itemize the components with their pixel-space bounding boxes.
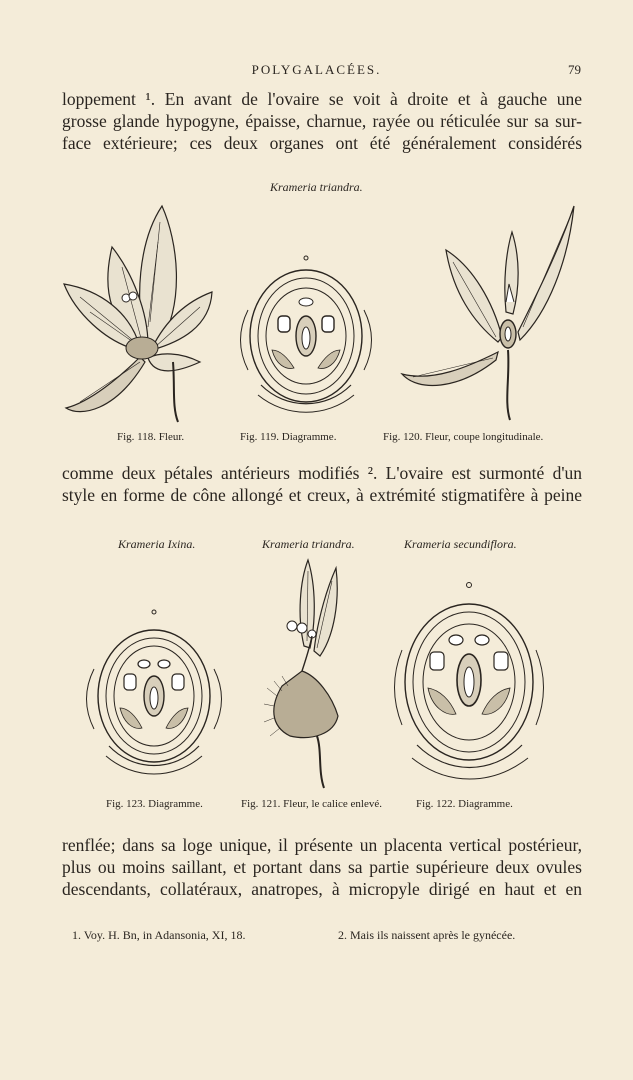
page-header (0, 62, 633, 82)
figure-118-flower (60, 202, 220, 424)
text-line: grosse glande hypogyne, épaisse, charnue, rayée ou réticulée sur sa sur- (62, 111, 582, 131)
page-number: 79 (568, 62, 581, 77)
footnotes (62, 928, 582, 948)
caption-fig-121: Fig. 121. Fleur, le calice enlevé. (241, 798, 382, 810)
species-label-mid: Krameria triandra. (262, 537, 355, 551)
caption-fig-120: Fig. 120. Fleur, coupe longitudinale. (383, 431, 544, 443)
paragraph-3 (62, 834, 582, 900)
figure-119-diagram (236, 250, 376, 422)
figure-121-flower (262, 556, 352, 790)
text-line: plus ou moins saillant, et portant dans sa partie supérieure deux ovules (62, 857, 582, 877)
text-line: comme deux pétales antérieurs modifiés ². L'ovaire est surmonté d'un (62, 463, 582, 483)
text-line: loppement ¹. En avant de l'ovaire se voit à droite et à gauche une (62, 89, 582, 109)
paragraph-2 (62, 462, 582, 506)
footnote-1: 1. Voy. H. Bn, in Adansonia, XI, 18. (72, 928, 246, 942)
figure-123-diagram (84, 604, 226, 784)
caption-fig-118: Fig. 118. Fleur. (117, 431, 185, 443)
caption-fig-122: Fig. 122. Diagramme. (416, 798, 513, 810)
text-line: style en forme de cône allongé et creux, à extrémité stigmatifère à peine (62, 485, 582, 505)
paragraph-1 (62, 88, 582, 154)
text-line: renflée; dans sa loge unique, il présente un placenta vertical postérieur, (62, 835, 582, 855)
species-label-right: Krameria secundiflora. (404, 537, 517, 551)
species-label-left: Krameria Ixina. (118, 537, 196, 551)
text-line: descendants, collatéraux, anatropes, à micropyle dirigé en haut et en (62, 879, 582, 899)
running-head: POLYGALACÉES. (251, 62, 382, 77)
figure-120-section (398, 202, 578, 424)
text-line: face extérieure; ces deux organes ont été généralement considérés (62, 133, 582, 153)
footnote-2: 2. Mais ils naissent après le gynécée. (338, 928, 516, 942)
caption-fig-123: Fig. 123. Diagramme. (106, 798, 203, 810)
caption-fig-119: Fig. 119. Diagramme. (240, 431, 337, 443)
figure-122-diagram (392, 580, 550, 790)
species-label-top: Krameria triandra. (270, 180, 363, 194)
